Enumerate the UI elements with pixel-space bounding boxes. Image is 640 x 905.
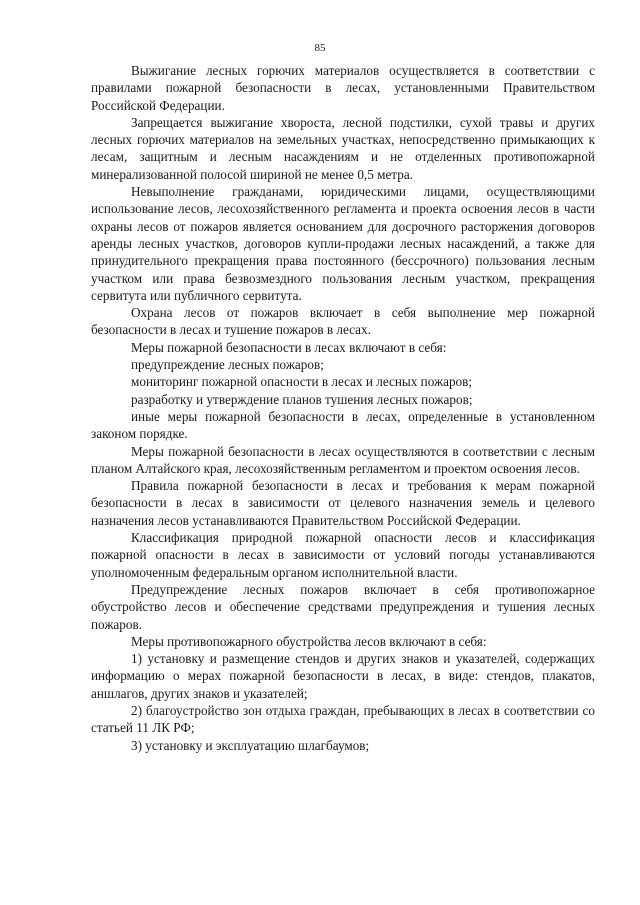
paragraph-fire-protection: Охрана лесов от пожаров включает в себя выполнение мер пожарной безопасности в лесах и тушение пожаров в лесах. (91, 305, 595, 338)
document-body (91, 62, 595, 754)
list-item-barriers: 3) установку и эксплуатацию шлагбаумов; (131, 737, 370, 753)
list-item-monitoring: мониторинг пожарной опасности в лесах и лесных пожаров; (131, 374, 473, 390)
page-number: 85 (314, 42, 326, 54)
paragraph-prevention-includes: Предупреждение лесных пожаров включает в себя противопожарное обустройство лесов и обеспечение средствами предупреждения и тушения лесных пожаров. (91, 581, 595, 632)
list-item-prevention: предупреждение лесных пожаров; (131, 357, 324, 373)
paragraph-burning-rules: Выжигание лесных горючих материалов осуществляется в соответствии с правилами пожарной безопасности в лесах, установленными Правительством Российской Федерации. (91, 63, 595, 113)
paragraph-classification: Классификация природной пожарной опасности лесов и классификация пожарной опасности в лесах в зависимости от условий погоды устанавливаются уполномоченным федеральным органом исполнительной власти. (91, 530, 595, 580)
paragraph-measures-intro: Меры пожарной безопасности в лесах включают в себя: (131, 339, 447, 355)
list-item-plans: разработку и утверждение планов тушения лесных пожаров; (131, 391, 473, 407)
paragraph-burning-prohibition: Запрещается выжигание хвороста, лесной подстилки, сухой травы и других лесных горючих материалов на земельных участках, непосредственно примыкающих к лесам, защитным и лесным насаждениям и не отделенных противопожарной минерализованной полосой шириной не менее 0,5 метра. (91, 114, 595, 182)
list-item-recreation-zones: 2) благоустройство зон отдыха граждан, пребывающих в лесах в соответствии со статьей 11 ЛК РФ; (91, 702, 595, 736)
list-item-stands: 1) установку и размещение стендов и других знаков и указателей, содержащих информацию о мерах пожарной безопасности в лесах, в виде: стендов, плакатов, аншлагов, других знаков и указателей; (91, 651, 595, 701)
paragraph-arrangement-intro: Меры противопожарного обустройства лесов включают в себя: (131, 633, 487, 649)
paragraph-noncompliance: Невыполнение гражданами, юридическими лицами, осуществляющими использование лесов, лесохозяйственного регламента и проекта освоения лесов в части охраны лесов от пожаров является основанием для досрочного расторжения договоров аренды лесных участков, договоров купли-продажи лесных насаждений, а также для принудительного прекращения права постоянного (бессрочного) пользования лесным участком или права безвозмездного пользования лесным участком, прекращения сервитута или публичного сервитута. (91, 184, 595, 303)
paragraph-safety-rules: Правила пожарной безопасности в лесах и требования к мерам пожарной безопасности в лесах в зависимости от целевого назначения земель и целевого назначения лесов устанавливаются Правительством Российской Федерации. (91, 478, 595, 528)
list-item-other-measures: иные меры пожарной безопасности в лесах, определенные в установленном законом порядке. (91, 408, 595, 442)
paragraph-measures-basis: Меры пожарной безопасности в лесах осуществляются в соответствии с лесным планом Алтайского края, лесохозяйственным регламентом и проектом освоения лесов. (91, 443, 595, 476)
